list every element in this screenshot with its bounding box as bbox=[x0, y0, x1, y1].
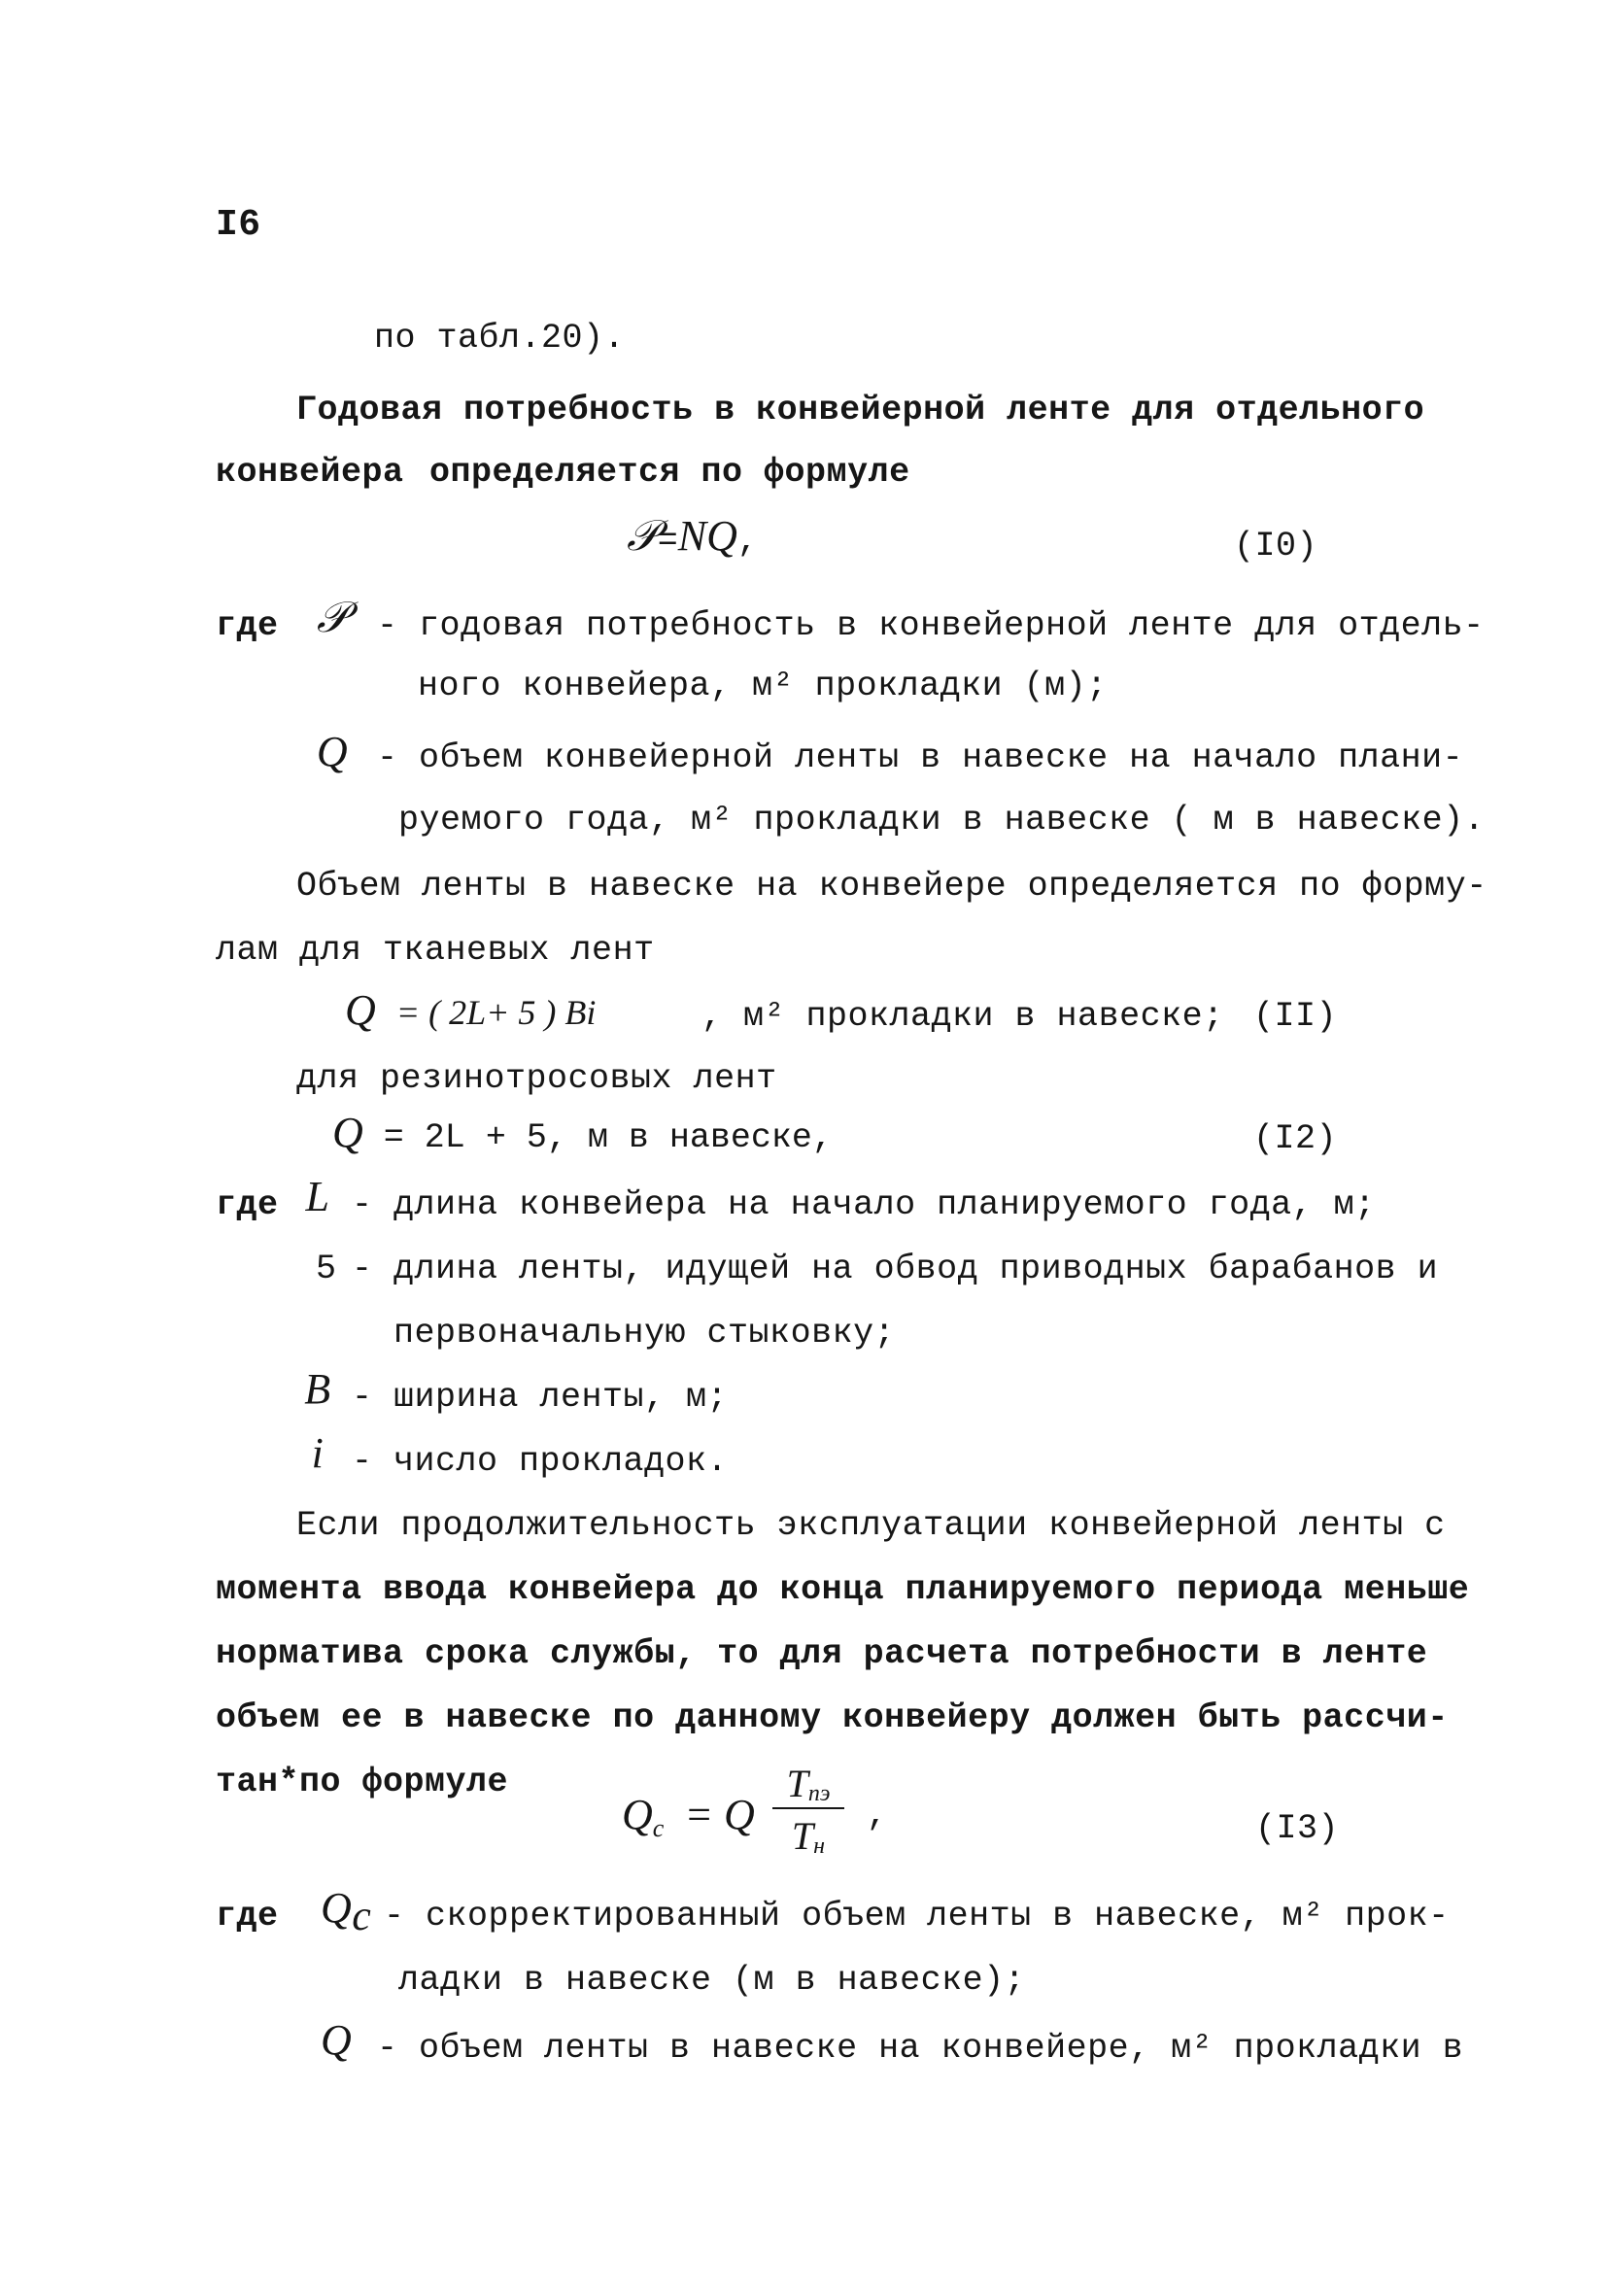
formula-symbol: Q bbox=[321, 1884, 353, 1932]
text-line bbox=[321, 2016, 353, 2067]
formula-symbol: NQ bbox=[677, 512, 737, 560]
fraction-bar bbox=[772, 1807, 844, 1809]
text-line: - длина конвейера на начало планируемого года, м; bbox=[352, 1185, 1376, 1224]
formula-expression: = ( 2L+ 5 ) Bi bbox=[395, 993, 597, 1032]
formula-operator: = bbox=[657, 522, 678, 561]
formula-10 bbox=[627, 512, 758, 563]
fraction-numerator bbox=[772, 1761, 844, 1806]
text-line: , м² прокладки в навеске; bbox=[701, 997, 1224, 1036]
text-line: - объем ленты в навеске на конвейере, м² прокладки в bbox=[377, 2029, 1464, 2068]
text-line: ного конвейера, м² прокладки (м); bbox=[418, 667, 1108, 705]
text-line: Если продолжительность эксплуатации конвейерной ленты с bbox=[296, 1506, 1446, 1545]
formula-symbol: Q bbox=[316, 728, 349, 775]
text-line: определяется по формуле bbox=[429, 453, 910, 492]
formula-13 bbox=[622, 1791, 755, 1842]
text-line: Годовая потребность в конвейерной ленте для отдельного bbox=[296, 391, 1425, 429]
equation-number: (I2) bbox=[1253, 1119, 1338, 1158]
text-line: - объем конвейерной ленты в навеске на начало плани- bbox=[377, 738, 1464, 777]
text-line: 5 bbox=[316, 1250, 337, 1288]
formula-symbol: L bbox=[305, 1173, 330, 1220]
formula-operator: , bbox=[867, 1796, 888, 1834]
formula-symbol: T bbox=[786, 1762, 808, 1805]
text-line: - ширина ленты, м; bbox=[352, 1378, 729, 1417]
text-line bbox=[311, 728, 354, 778]
formula-subscript: c bbox=[352, 1892, 372, 1939]
formula-operator: , bbox=[736, 522, 758, 561]
formula-symbol: B bbox=[304, 1365, 331, 1413]
text-line: лам для тканевых лент bbox=[216, 931, 655, 970]
text-line: ладки в навеске (м в навеске); bbox=[398, 1961, 1026, 2000]
formula-symbol: T bbox=[791, 1814, 814, 1858]
formula-12 bbox=[332, 1109, 833, 1159]
formula-subscript: н bbox=[813, 1833, 826, 1860]
formula-subscript: пэ bbox=[807, 1781, 831, 1807]
text-line: норматива срока службы, то для расчета потребности в ленте bbox=[216, 1634, 1428, 1673]
formula-symbol: Q bbox=[332, 1109, 363, 1156]
text-line: для резинотросовых лент bbox=[296, 1059, 777, 1098]
formula-symbol: Q bbox=[622, 1791, 653, 1838]
formula-subscript: c bbox=[652, 1814, 665, 1842]
text-line: где bbox=[216, 1897, 279, 1936]
text-line bbox=[311, 594, 354, 644]
text-line: - длина ленты, идущей на обвод приводных барабанов и bbox=[352, 1250, 1439, 1288]
formula-symbol: i bbox=[311, 1429, 325, 1477]
page-number: I6 bbox=[216, 204, 261, 246]
text-line: момента ввода конвейера до конца планируемого периода меньше bbox=[216, 1570, 1470, 1609]
text-line: - годовая потребность в конвейерной ленте для отдель- bbox=[377, 606, 1485, 645]
formula-symbol: 𝒫 bbox=[316, 594, 349, 641]
text-line: тан*по формуле bbox=[216, 1763, 509, 1801]
text-line: объем ее в навеске по данному конвейеру должен быть рассчи- bbox=[216, 1698, 1449, 1737]
equation-number: (I0) bbox=[1234, 527, 1318, 565]
text-line: где bbox=[216, 1185, 279, 1224]
text-line: где bbox=[216, 606, 279, 645]
formula-symbol: 𝒫 bbox=[627, 512, 658, 560]
text-line: Объем ленты в навеске на конвейере определяется по форму- bbox=[296, 867, 1487, 906]
equation-number: (II) bbox=[1253, 997, 1338, 1036]
text-line bbox=[296, 1173, 339, 1223]
formula-expression: = 2L + 5, м в навеске, bbox=[383, 1118, 833, 1157]
text-line: - число прокладок. bbox=[352, 1442, 729, 1481]
fraction-denominator bbox=[772, 1813, 844, 1859]
text-line bbox=[296, 1365, 339, 1416]
text-line: по табл.20). bbox=[374, 319, 626, 358]
text-line bbox=[296, 1429, 339, 1480]
text-line: первоначальную стыковку; bbox=[393, 1314, 896, 1353]
formula-operator: = Q bbox=[684, 1791, 755, 1838]
equation-number: (I3) bbox=[1255, 1809, 1340, 1848]
text-line bbox=[321, 1884, 372, 1939]
formula-symbol: Q bbox=[345, 986, 376, 1034]
text-line: конвейера bbox=[216, 453, 404, 492]
formula-11 bbox=[345, 986, 597, 1037]
text-line: - скорректированный объем ленты в навеске, м² прок- bbox=[384, 1897, 1450, 1936]
text-line: руемого года, м² прокладки в навеске ( м в навеске). bbox=[398, 801, 1486, 840]
formula-symbol: Q bbox=[321, 2016, 353, 2064]
